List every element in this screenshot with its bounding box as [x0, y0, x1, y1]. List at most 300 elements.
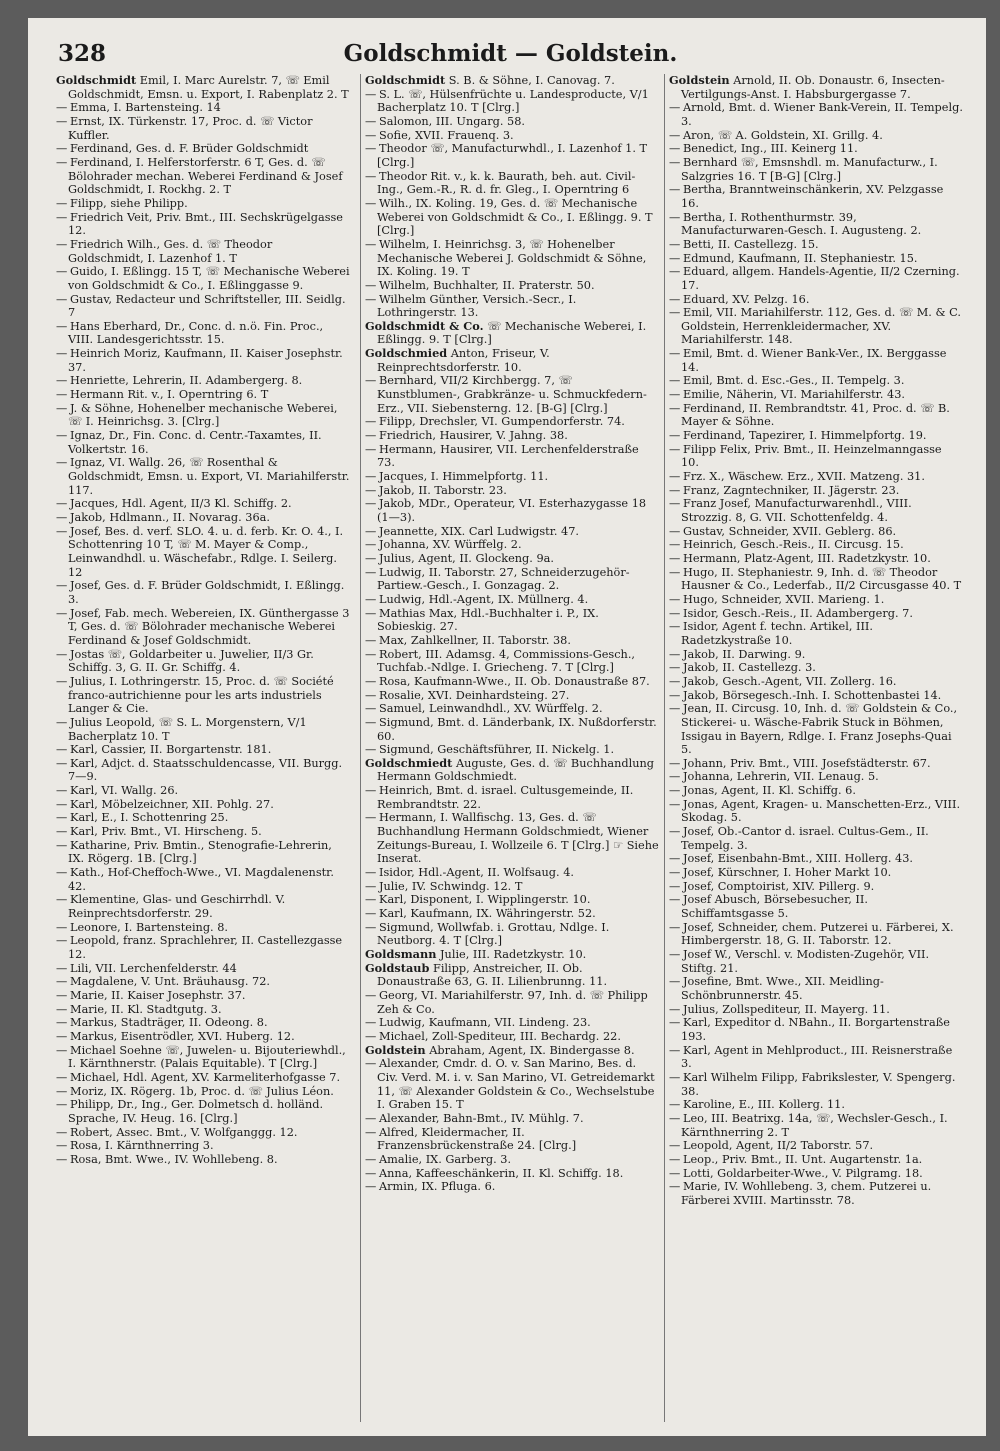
continuation-dash: —	[365, 1111, 377, 1125]
page-title: Goldschmidt — Goldstein.	[343, 40, 678, 67]
directory-entry	[365, 1126, 659, 1153]
entry-text: Edmund, Kaufmann, II. Stephaniestr. 15.	[683, 251, 918, 265]
directory-entry	[669, 784, 963, 798]
directory-entry	[56, 784, 350, 798]
entry-text: Johann, Priv. Bmt., VIII. Josefstädterstr. 67.	[683, 756, 931, 770]
entry-text: Ferdinand, I. Helferstorferstr. 6 T, Ges. d. ☏ Bölohrader mechan. Weberei Ferdinand & Josef Goldschmidt, I. Rockhg. 2. T	[68, 155, 343, 197]
entry-text: Jakob, II. Castellezg. 3.	[683, 661, 816, 675]
entry-text: Markus, Stadträger, II. Odeong. 8.	[70, 1016, 268, 1030]
continuation-dash: —	[669, 620, 681, 634]
entry-text: Emilie, Näherin, VI. Mariahilferstr. 43.	[683, 388, 905, 402]
continuation-dash: —	[669, 661, 681, 675]
continuation-dash: —	[365, 278, 377, 292]
directory-entry	[669, 429, 963, 443]
continuation-dash: —	[56, 647, 68, 661]
column-1	[56, 74, 350, 1422]
directory-entry	[669, 1071, 963, 1098]
entry-text: Julie, IV. Schwindg. 12. T	[379, 879, 523, 893]
entry-text: Karl, Priv. Bmt., VI. Hirscheng. 5.	[70, 825, 262, 839]
continuation-dash: —	[365, 292, 377, 306]
entry-text: Bertha, I. Rothenthurmstr. 39, Manufacturwaren-Gesch. I. Augusteng. 2.	[681, 210, 922, 238]
entry-text: Hermann, Platz-Agent, III. Radetzkystr. 10.	[683, 551, 931, 565]
entry-text: Rosalie, XVI. Deinhardsteing. 27.	[379, 688, 570, 702]
directory-entry	[669, 893, 963, 920]
continuation-dash: —	[365, 551, 377, 565]
entry-text: Heinrich, Gesch.-Reis., II. Circusg. 15.	[683, 538, 904, 552]
continuation-dash: —	[365, 142, 377, 156]
directory-entry	[365, 552, 659, 566]
directory-columns	[56, 74, 966, 1424]
entry-text: Marie, IV. Wohllebeng. 3, chem. Putzerei u. Färberei XVIII. Martinsstr. 78.	[681, 1180, 932, 1207]
directory-entry	[669, 880, 963, 894]
directory-entry	[669, 238, 963, 252]
directory-entry	[669, 607, 963, 621]
continuation-dash: —	[669, 128, 681, 142]
page-number: 328	[58, 40, 107, 67]
continuation-dash: —	[669, 1180, 681, 1194]
entry-text: Emma, I. Bartensteing. 14	[70, 101, 221, 115]
directory-entry	[669, 443, 963, 470]
directory-entry	[669, 1016, 963, 1043]
continuation-dash: —	[56, 756, 68, 770]
directory-entry	[365, 1030, 659, 1044]
directory-entry	[56, 320, 350, 347]
directory-entry	[56, 197, 350, 211]
continuation-dash: —	[669, 183, 681, 197]
directory-entry	[56, 115, 350, 142]
entry-text: Kath., Hof-Cheffoch-Wwe., VI. Magdalenenstr. 42.	[68, 866, 334, 893]
continuation-dash: —	[365, 879, 377, 893]
entry-surname: Goldschmied	[365, 346, 448, 361]
continuation-dash: —	[365, 907, 377, 921]
continuation-dash: —	[365, 497, 377, 511]
continuation-dash: —	[56, 1084, 68, 1098]
directory-entry	[669, 374, 963, 388]
continuation-dash: —	[365, 114, 377, 128]
entry-text: Eduard, XV. Pelzg. 16.	[683, 292, 810, 306]
entry-text: Michael, Hdl. Agent, XV. Karmeliterhofgasse 7.	[70, 1070, 341, 1084]
directory-entry	[669, 74, 963, 101]
entry-text: Klementine, Glas- und Geschirrhdl. V. Reinprechtsdorferstr. 29.	[68, 893, 286, 921]
continuation-dash: —	[56, 319, 68, 333]
continuation-dash: —	[56, 429, 68, 443]
directory-entry	[365, 484, 659, 498]
entry-text: Leo, III. Beatrixg. 14a, ☏, Wechsler-Gesch., I. Kärnthnerring 2. T	[681, 1111, 948, 1139]
continuation-dash: —	[365, 429, 377, 443]
directory-entry	[669, 211, 963, 238]
continuation-dash: —	[56, 114, 68, 128]
directory-entry	[56, 757, 350, 784]
directory-entry	[365, 142, 659, 169]
entry-text: Lotti, Goldarbeiter-Wwe., V. Pilgramg. 18.	[683, 1166, 923, 1180]
continuation-dash: —	[365, 1016, 377, 1030]
entry-text: Robert, Assec. Bmt., V. Wolfganggg. 12.	[70, 1125, 298, 1139]
directory-entry	[365, 415, 659, 429]
directory-entry	[365, 538, 659, 552]
continuation-dash: —	[669, 1166, 681, 1180]
column-2	[360, 74, 659, 1422]
entry-text: Jacques, I. Himmelpfortg. 11.	[379, 470, 549, 484]
continuation-dash: —	[56, 961, 68, 975]
continuation-dash: —	[365, 988, 377, 1002]
directory-entry	[669, 538, 963, 552]
directory-entry	[56, 265, 350, 292]
continuation-dash: —	[365, 647, 377, 661]
continuation-dash: —	[56, 579, 68, 593]
entry-surname: Goldschmiedt	[365, 755, 453, 770]
continuation-dash: —	[365, 715, 377, 729]
continuation-dash: —	[669, 948, 681, 961]
continuation-dash: —	[365, 688, 377, 702]
entry-text: Hans Eberhard, Dr., Conc. d. n.ö. Fin. Proc., VIII. Landesgerichtsstr. 15.	[68, 319, 324, 347]
continuation-dash: —	[669, 155, 681, 169]
entry-surname: Goldschmidt & Co.	[365, 318, 484, 333]
continuation-dash: —	[56, 1139, 68, 1153]
directory-entry	[56, 74, 350, 101]
entry-text: Ludwig, Kaufmann, VII. Lindeng. 23.	[379, 1016, 591, 1030]
entry-text: Katharine, Priv. Bmtin., Stenografie-Lehrerin, IX. Rögerg. 1B. [Clrg.]	[68, 838, 332, 866]
entry-text: Philipp, Dr., Ing., Ger. Dolmetsch d. holländ. Sprache, IV. Heug. 16. [Clrg.]	[68, 1098, 324, 1125]
continuation-dash: —	[365, 1152, 377, 1166]
directory-entry	[56, 648, 350, 675]
continuation-dash: —	[365, 483, 377, 497]
directory-entry	[669, 921, 963, 948]
directory-entry	[365, 374, 659, 415]
directory-entry	[365, 989, 659, 1016]
continuation-dash: —	[365, 565, 377, 579]
entry-text: Jakob, II. Taborstr. 23.	[379, 483, 507, 497]
continuation-dash: —	[669, 606, 681, 620]
entry-text: Ignaz, Dr., Fin. Conc. d. Centr.-Taxamtes, II. Volkertstr. 16.	[68, 429, 322, 456]
directory-entry	[669, 689, 963, 703]
directory-entry	[669, 975, 963, 1002]
directory-entry	[365, 347, 659, 374]
directory-entry	[365, 1180, 659, 1194]
entry-surname: Goldstein	[669, 74, 730, 87]
entry-text: Lili, VII. Lerchenfelderstr. 44	[70, 961, 237, 975]
entry-text: Karoline, E., III. Kollerg. 11.	[683, 1098, 845, 1112]
continuation-dash: —	[669, 1152, 681, 1166]
continuation-dash: —	[669, 483, 681, 497]
entry-text: Josef, Ges. d. F. Brüder Goldschmidt, I. Eßlingg. 3.	[68, 579, 345, 606]
directory-entry	[669, 347, 963, 374]
entry-text: Markus, Eisentrödler, XVI. Huberg. 12.	[70, 1029, 295, 1043]
entry-text: Filipp, Anstreicher, II. Ob. Donaustraße 63, G. II. Lilienbrunng. 11.	[377, 961, 608, 989]
continuation-dash: —	[365, 743, 377, 757]
continuation-dash: —	[56, 1125, 68, 1139]
entry-text: Josef, Schneider, chem. Putzerei u. Färberei, X. Himbergerstr. 18, G. II. Taborstr. 12.	[681, 920, 954, 948]
entry-text: Hugo, II. Stephaniestr. 9, Inh. d. ☏ Theodor Hausner & Co., Lederfab., II/2 Circusgasse 40. T	[681, 565, 962, 593]
entry-text: Wilhelm Günther, Versich.-Secr., I. Lothringerstr. 13.	[377, 292, 577, 320]
continuation-dash: —	[669, 975, 681, 989]
entry-text: Salomon, III. Ungarg. 58.	[379, 114, 525, 128]
entry-text: Josef, Ob.-Cantor d. israel. Cultus-Gem., II. Tempelg. 3.	[681, 825, 929, 852]
entry-surname: Goldsmann	[365, 947, 437, 961]
entry-text: Benedict, Ing., III. Keinerg 11.	[683, 142, 858, 156]
directory-entry	[669, 1044, 963, 1071]
directory-entry	[365, 170, 659, 197]
directory-entry	[365, 443, 659, 470]
continuation-dash: —	[56, 347, 68, 361]
entry-text: Rosa, I. Kärnthnerring 3.	[70, 1139, 214, 1153]
continuation-dash: —	[365, 415, 377, 429]
entry-text: Mathias Max, Hdl.-Buchhalter i. P., IX. Sobieskig. 27.	[377, 606, 599, 634]
entry-text: Filipp, siehe Philipp.	[70, 196, 188, 210]
continuation-dash: —	[365, 538, 377, 552]
continuation-dash: —	[56, 524, 68, 538]
entry-text: Isidor, Agent f. techn. Artikel, III. Radetzkystraße 10.	[681, 620, 873, 647]
continuation-dash: —	[56, 374, 68, 388]
directory-entry	[669, 661, 963, 675]
continuation-dash: —	[56, 838, 68, 852]
entry-text: Emil, I. Marc Aurelstr. 7, ☏ Emil Goldschmidt, Emsn. u. Export, I. Rabenplatz 2. T	[68, 74, 349, 101]
continuation-dash: —	[669, 879, 681, 893]
directory-entry	[669, 675, 963, 689]
continuation-dash: —	[669, 1016, 681, 1030]
continuation-dash: —	[365, 702, 377, 716]
directory-entry	[56, 1126, 350, 1140]
directory-entry	[56, 497, 350, 511]
directory-entry	[365, 1153, 659, 1167]
directory-entry	[56, 798, 350, 812]
directory-entry	[56, 1003, 350, 1017]
entry-text: Robert, III. Adamsg. 4, Commissions-Gesch., Tuchfab.-Ndlge. I. Griecheng. 7. T [Clrg.]	[377, 647, 636, 675]
entry-text: Henriette, Lehrerin, II. Adambergerg. 8.	[70, 374, 303, 388]
directory-entry	[365, 1112, 659, 1126]
directory-entry	[56, 1016, 350, 1030]
entry-text: Bernhard, VII/2 Kirchbergg. 7, ☏ Kunstblumen-, Grabkränze- u. Schmuckfedern-Erz., VII. Siebensterng. 12. [B-G] [Clrg.]	[377, 374, 647, 415]
entry-text: Ludwig, Hdl.-Agent, IX. Müllnerg. 4.	[379, 592, 589, 606]
entry-text: Heinrich, Bmt. d. israel. Cultusgemeinde, II. Rembrandtstr. 22.	[377, 784, 634, 811]
directory-entry	[669, 552, 963, 566]
entry-text: Karl, Kaufmann, IX. Währingerstr. 52.	[379, 907, 596, 921]
entry-text: Karl Wilhelm Filipp, Fabrikslester, V. Spengerg. 38.	[681, 1070, 956, 1098]
continuation-dash: —	[669, 237, 681, 251]
directory-entry	[365, 293, 659, 320]
directory-entry	[365, 593, 659, 607]
continuation-dash: —	[669, 265, 681, 279]
entry-text: Gustav, Schneider, XVII. Geblerg. 86.	[683, 524, 897, 538]
continuation-dash: —	[56, 866, 68, 880]
entry-text: Jakob, Gesch.-Agent, VII. Zollerg. 16.	[683, 674, 897, 688]
entry-text: Rosa, Kaufmann-Wwe., II. Ob. Donaustraße 87.	[379, 674, 650, 688]
continuation-dash: —	[56, 497, 68, 511]
entry-text: Jakob, Börsegesch.-Inh. I. Schottenbastei 14.	[683, 688, 942, 702]
directory-entry	[669, 1098, 963, 1112]
continuation-dash: —	[56, 101, 68, 115]
continuation-dash: —	[669, 524, 681, 538]
entry-text: Jean, II. Circusg. 10, Inh. d. ☏ Goldstein & Co., Stickerei- u. Wäsche-Fabrik Stuck in Böhmen, Issigau in Bayern, Rdlge. I. Franz Josephs-Quai 5.	[681, 702, 958, 757]
continuation-dash: —	[365, 606, 377, 620]
continuation-dash: —	[669, 292, 681, 306]
entry-text: Emil, Bmt. d. Wiener Bank-Ver., IX. Berggasse 14.	[681, 347, 947, 374]
entry-text: S. L. ☏, Hülsenfrüchte u. Landesproducte, V/1 Bacherplatz 10. T [Clrg.]	[377, 87, 649, 115]
entry-text: Hugo, Schneider, XVII. Marieng. 1.	[683, 592, 885, 606]
directory-entry	[365, 866, 659, 880]
entry-text: Sigmund, Geschäftsführer, II. Nickelg. 1.	[379, 743, 615, 757]
entry-text: Sofie, XVII. Frauenq. 3.	[379, 128, 514, 142]
directory-entry	[56, 675, 350, 716]
entry-text: Arnold, Bmt. d. Wiener Bank-Verein, II. Tempelg. 3.	[681, 101, 963, 128]
directory-entry	[669, 388, 963, 402]
directory-entry	[56, 429, 350, 456]
entry-text: Karl, Expeditor d. NBahn., II. Borgartenstraße 193.	[681, 1016, 950, 1043]
continuation-dash: —	[365, 674, 377, 688]
directory-entry	[56, 989, 350, 1003]
continuation-dash: —	[56, 1016, 68, 1030]
directory-entry	[669, 757, 963, 771]
entry-text: Sigmund, Wollwfab. i. Grottau, Ndlge. I. Neutborg. 4. T [Clrg.]	[377, 920, 610, 948]
entry-text: Josef, Fab. mech. Webereien, IX. Günthergasse 3 T, Ges. d. ☏ Bölohrader mechanische Weberei Ferdinand & Josef Goldschmidt.	[68, 606, 350, 647]
entry-text: Samuel, Leinwandhdl., XV. Würffelg. 2.	[379, 702, 603, 716]
entry-text: Max, Zahlkellner, II. Taborstr. 38.	[379, 633, 571, 647]
column-3	[664, 74, 963, 1422]
directory-entry	[365, 197, 659, 238]
continuation-dash: —	[669, 551, 681, 565]
directory-entry	[56, 579, 350, 606]
continuation-dash: —	[669, 702, 681, 716]
directory-entry	[56, 142, 350, 156]
directory-entry	[56, 101, 350, 115]
directory-entry	[56, 1139, 350, 1153]
continuation-dash: —	[56, 1070, 68, 1084]
directory-entry	[365, 88, 659, 115]
directory-entry	[365, 320, 659, 347]
entry-text: Julius Leopold, ☏ S. L. Morgenstern, V/1 Bacherplatz 10. T	[68, 715, 307, 743]
entry-text: Karl, Agent in Mehlproduct., III. Reisnerstraße 3.	[681, 1043, 953, 1071]
directory-entry	[365, 1167, 659, 1181]
entry-text: Josef, Kürschner, I. Hoher Markt 10.	[683, 866, 892, 880]
continuation-dash: —	[56, 401, 68, 415]
entry-text: Hermann, I. Wallfischg. 13, Ges. d. ☏ Buchhandlung Hermann Goldschmiedt, Wiener Zeitungs-Bureau, I. Wollzeile 6. T [Clrg.] ☞ Siehe Inserat.	[377, 811, 659, 866]
continuation-dash: —	[56, 196, 68, 210]
directory-entry	[56, 1153, 350, 1167]
continuation-dash: —	[669, 497, 681, 511]
continuation-dash: —	[56, 292, 68, 306]
directory-entry	[56, 893, 350, 920]
directory-entry	[365, 893, 659, 907]
directory-entry	[365, 675, 659, 689]
entry-text: S. B. & Söhne, I. Canovag. 7.	[448, 74, 615, 87]
entry-text: Bernhard ☏, Emsnshdl. m. Manufacturw., I. Salzgries 16. T [B-G] [Clrg.]	[681, 155, 938, 183]
continuation-dash: —	[669, 101, 681, 115]
directory-entry	[56, 962, 350, 976]
directory-entry	[56, 934, 350, 961]
directory-entry	[365, 757, 659, 784]
directory-entry	[365, 129, 659, 143]
directory-entry	[365, 921, 659, 948]
continuation-dash: —	[365, 1029, 377, 1043]
entry-text: Julius, Zollspediteur, II. Mayerg. 11.	[683, 1002, 890, 1016]
entry-text: Bertha, Branntweinschänkerin, XV. Pelzgasse 16.	[681, 183, 944, 210]
directory-entry	[56, 866, 350, 893]
continuation-dash: —	[669, 429, 681, 443]
entry-text: Leonore, I. Bartensteing. 8.	[70, 920, 229, 934]
entry-text: Filipp Felix, Priv. Bmt., II. Heinzelmanngasse 10.	[681, 442, 942, 470]
directory-entry	[56, 716, 350, 743]
directory-entry	[669, 866, 963, 880]
continuation-dash: —	[669, 852, 681, 866]
entry-surname: Goldschmidt	[365, 74, 446, 87]
continuation-dash: —	[669, 688, 681, 702]
entry-text: Friedrich Veit, Priv. Bmt., III. Sechskrügelgasse 12.	[68, 210, 343, 238]
continuation-dash: —	[56, 811, 68, 825]
directory-entry	[669, 1139, 963, 1153]
continuation-dash: —	[365, 1125, 377, 1139]
entry-text: Karl, Cassier, II. Borgartenstr. 181.	[70, 743, 272, 757]
continuation-dash: —	[56, 715, 68, 729]
entry-text: Jakob, Hdlmann., II. Novarag. 36a.	[70, 511, 270, 524]
continuation-dash: —	[56, 988, 68, 1002]
directory-entry	[56, 525, 350, 580]
entry-text: Ferdinand, II. Rembrandtstr. 41, Proc. d. ☏ B. Mayer & Söhne.	[681, 401, 950, 429]
continuation-dash: —	[56, 142, 68, 156]
entry-text: Jeannette, XIX. Carl Ludwigstr. 47.	[379, 524, 580, 538]
continuation-dash: —	[669, 251, 681, 265]
continuation-dash: —	[365, 811, 377, 825]
entry-text: Josef W., Verschl. v. Modisten-Zugehör, VII. Stiftg. 21.	[681, 948, 930, 975]
entry-text: Aron, ☏ A. Goldstein, XI. Grillg. 4.	[683, 128, 883, 142]
continuation-dash: —	[365, 470, 377, 484]
entry-text: Moriz, IX. Rögerg. 1b, Proc. d. ☏ Julius Léon.	[70, 1084, 334, 1098]
entry-text: Guido, I. Eßlingg. 15 T, ☏ Mechanische Weberei von Goldschmidt & Co., I. Eßlinggasse 9.	[68, 265, 350, 292]
continuation-dash: —	[365, 920, 377, 934]
entry-text: Gustav, Redacteur und Schriftsteller, III. Seidlg. 7	[68, 292, 346, 320]
continuation-dash: —	[669, 770, 681, 784]
entry-text: Anton, Friseur, V. Reinprechtsdorferstr. 10.	[377, 347, 550, 374]
continuation-dash: —	[56, 934, 68, 948]
entry-text: Georg, VI. Mariahilferstr. 97, Inh. d. ☏ Philipp Zeh & Co.	[377, 988, 648, 1016]
continuation-dash: —	[669, 893, 681, 907]
directory-entry	[365, 429, 659, 443]
entry-text: Julie, III. Radetzkystr. 10.	[440, 948, 587, 961]
directory-entry	[669, 293, 963, 307]
directory-entry	[56, 456, 350, 497]
directory-entry	[365, 784, 659, 811]
entry-surname: Goldstein	[365, 1042, 426, 1057]
continuation-dash: —	[365, 1166, 377, 1180]
continuation-dash: —	[669, 592, 681, 606]
directory-entry	[365, 525, 659, 539]
directory-entry	[365, 702, 659, 716]
continuation-dash: —	[56, 975, 68, 989]
directory-entry	[669, 1153, 963, 1167]
continuation-dash: —	[669, 388, 681, 402]
continuation-dash: —	[365, 1057, 377, 1071]
continuation-dash: —	[56, 606, 68, 620]
directory-entry	[669, 402, 963, 429]
continuation-dash: —	[669, 306, 681, 320]
directory-entry	[56, 975, 350, 989]
entry-text: ☏ Mechanische Weberei, I. Eßlingg. 9. T [Clrg.]	[377, 319, 647, 347]
directory-entry	[669, 1180, 963, 1207]
entry-text: Alexander, Cmdr. d. O. v. San Marino, Bes. d. Civ. Verd. M. i. v. San Marino, VI. Getreidemarkt 11, ☏ Alexander Goldstein & Co., Wechselstube I. Graben 15. T	[377, 1057, 655, 1112]
directory-entry	[669, 470, 963, 484]
directory-entry	[365, 962, 659, 989]
entry-text: Leopold, franz. Sprachlehrer, II. Castellezgasse 12.	[68, 934, 343, 961]
entry-text: J. & Söhne, Hohenelber mechanische Weberei, ☏ I. Heinrichsg. 3. [Clrg.]	[68, 401, 338, 429]
directory-entry	[365, 907, 659, 921]
directory-entry	[669, 183, 963, 210]
continuation-dash: —	[669, 374, 681, 388]
directory-entry	[365, 948, 659, 962]
entry-text: Marie, II. Kl. Stadtgutg. 3.	[70, 1002, 222, 1016]
entry-text: Marie, II. Kaiser Josephstr. 37.	[70, 988, 246, 1002]
entry-text: Julius, Agent, II. Glockeng. 9a.	[379, 551, 554, 565]
directory-entry	[365, 470, 659, 484]
entry-text: Alexander, Bahn-Bmt., IV. Mühlg. 7.	[379, 1111, 584, 1125]
directory-entry	[56, 1030, 350, 1044]
